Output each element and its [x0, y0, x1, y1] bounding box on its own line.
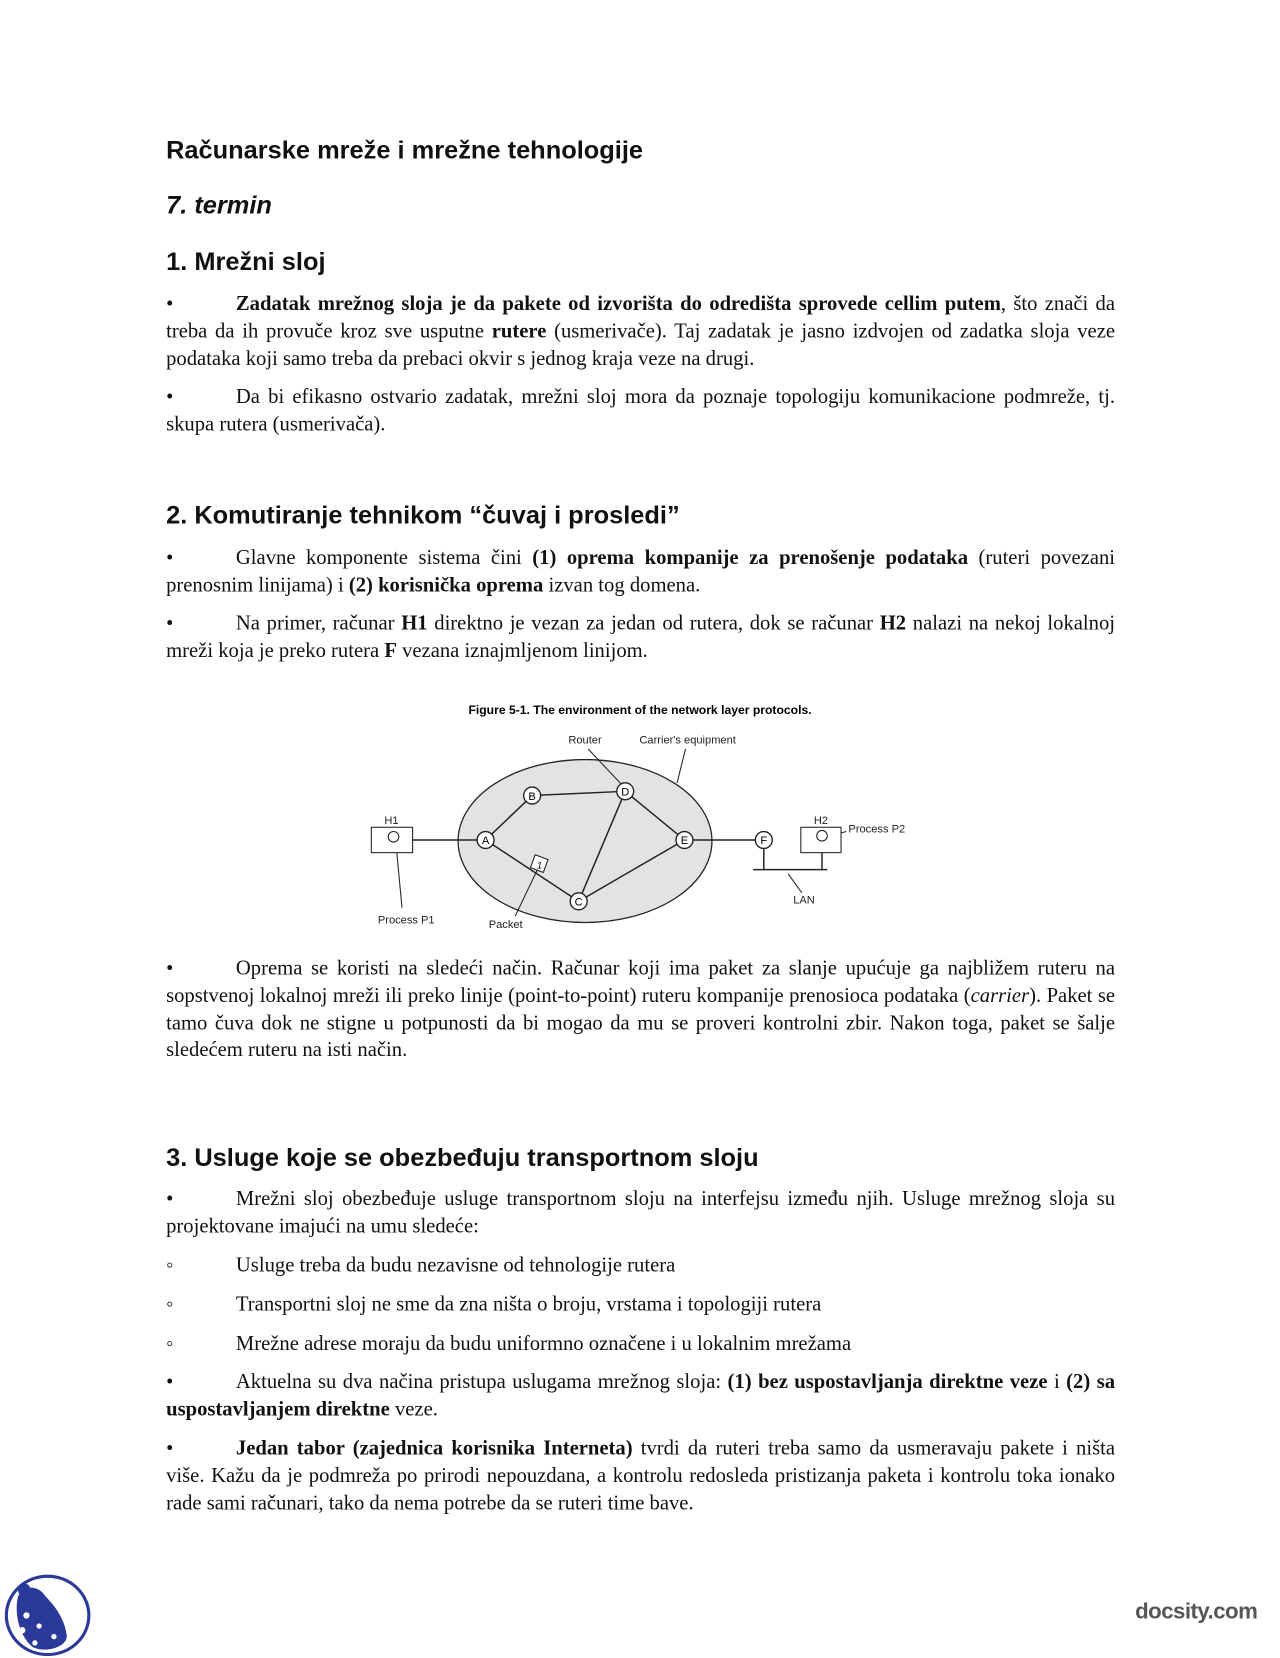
paragraph [166, 610, 1115, 665]
bullet-icon: • [166, 1188, 174, 1211]
label-carrier: Carrier's equipment [639, 734, 736, 747]
document-title: Računarske mreže i mrežne tehnologije [166, 136, 644, 166]
bullet-icon: ◦ [166, 1254, 174, 1277]
label-process-p1: Process P1 [377, 914, 435, 927]
docsity-brand: docsity.com [1135, 1599, 1258, 1624]
bold-text: (1) bez uspostavljanja direktne veze [727, 1371, 1048, 1394]
label-lan: LAN [793, 894, 815, 907]
bold-text: (2) sa uspostavljanjem direktne [166, 1371, 1116, 1421]
bold-text: rutere [491, 320, 547, 343]
text-run: ). Paket se tamo čuva dok ne stigne u potpunosti da bi mogao da mu se proveri kontrolni zbir. Nakon toga, paket se šalje sledećem ruteru na isti način. [166, 984, 1116, 1062]
bold-text: (1) oprema kompanije za prenošenje podataka [532, 546, 969, 570]
text-run: (usmerivače). Taj zadatak je jasno izdvojen od zadatka sloja veze podataka koji samo treba da prebaci okvir s jednog kraja veze na drugi. [166, 320, 1116, 370]
router-label: D [621, 786, 630, 799]
text-run: izvan tog domena. [543, 574, 701, 597]
router-label: F [760, 835, 768, 848]
text-run: nalazi na nekoj lokalnoj mreži koja je preko rutera [166, 612, 1116, 663]
text-run: direktno je vezan za jedan od rutera, dok se računar [427, 612, 880, 635]
text-run: veze. [389, 1398, 438, 1421]
label-h1: H1 [384, 815, 399, 828]
packet-number: 1 [536, 860, 543, 872]
docsity-logo-icon [3, 1573, 92, 1658]
paragraph [166, 1436, 1115, 1518]
label-packet: Packet [488, 918, 523, 931]
bullet-icon: • [166, 546, 174, 570]
bullet-icon: • [166, 386, 174, 409]
paragraph [166, 291, 1115, 373]
paragraph [166, 545, 1115, 600]
text-run: (ruteri povezani prenosnim linijama) i [166, 546, 1116, 597]
text-run: tvrdi da ruteri treba samo da usmeravaju pakete i ništa više. Kažu da je podmreža po prirodi nepouzdana, a kontrolu redosleda pristizanja paketa i kontrolu toka ionako rade sami računari, tako da nema potrebe da se ruteri time bave. [166, 1437, 1116, 1515]
text-run: Usluge treba da budu nezavisne od tehnologije rutera [235, 1254, 676, 1277]
section-heading-1: 1. Mrežni sloj [166, 247, 326, 277]
list-item [166, 1253, 1115, 1280]
bullet-icon: • [166, 612, 174, 635]
router-label: C [574, 896, 583, 909]
bullet-icon: ◦ [166, 1332, 174, 1356]
text-run: Na primer, računar [235, 612, 402, 635]
router-label: A [481, 835, 490, 848]
bold-text: F [384, 639, 397, 663]
text-run: Da bi efikasno ostvario zadatak, mrežni sloj mora da poznaje topologiju komunikacione podmreže, tj. skupa rutera (usmerivača). [166, 386, 1116, 436]
router-label: E [680, 835, 689, 848]
bold-text: H1 [401, 612, 428, 635]
text-run: Mrežni sloj obezbeđuje usluge transportnom sloju na interfejsu između njih. Usluge mrežnog sloja su projektovane imajući na umu sledeće: [166, 1188, 1116, 1238]
text-run: vezana iznajmljenom linijom. [396, 639, 648, 663]
text-run: Aktuelna su dva načina pristupa uslugama mrežnog sloja: [235, 1371, 728, 1394]
bold-text: Jedan tabor (zajednica korisnika Interneta) [235, 1437, 633, 1460]
paragraph [166, 955, 1115, 1064]
document-subtitle: 7. termin [166, 191, 272, 221]
paragraph [166, 1369, 1115, 1424]
label-process-p2: Process P2 [848, 823, 906, 836]
label-h2: H2 [813, 815, 829, 828]
text-run: i [1047, 1371, 1067, 1394]
text-run: , što znači da treba da ih provuče kroz sve usputne [166, 293, 1116, 343]
text-run: Oprema se koristi na sledeći način. Računar koji ima paket za slanje upućuje ga najbližem ruteru na sopstvenoj lokalnoj mreži ili preko linije (point-to-point) ruteru kompanije prenosioca podataka ( [166, 957, 1116, 1007]
text-run: Glavne komponente sistema čini [235, 546, 533, 570]
router-label: B [528, 790, 536, 803]
bullet-icon: ◦ [166, 1293, 174, 1317]
paragraph [166, 1186, 1115, 1241]
network-diagram [349, 693, 920, 936]
paragraph [166, 384, 1115, 439]
bullet-icon: • [166, 1437, 174, 1460]
text-run: Transportni sloj ne sme da zna ništa o broju, vrstama i topologiji rutera [235, 1293, 822, 1317]
bullet-icon: • [166, 1371, 174, 1394]
text-run: Mrežne adrese moraju da budu uniformno označene i u lokalnim mrežama [235, 1332, 852, 1356]
italic-text: carrier [970, 984, 1030, 1007]
list-item [166, 1331, 1115, 1358]
figure-caption: Figure 5-1. The environment of the network layer protocols. [468, 703, 812, 718]
bold-text: (2) korisnička oprema [348, 574, 544, 597]
bullet-icon: • [166, 293, 174, 316]
section-heading-3: 3. Usluge koje se obezbeđuju transportnom sloju [166, 1143, 759, 1173]
bullet-icon: • [166, 957, 174, 980]
section-heading-2: 2. Komutiranje tehnikom “čuvaj i prosledi” [166, 501, 680, 531]
label-router: Router [568, 734, 602, 747]
bold-text: Zadatak mrežnog sloja je da pakete od izvorišta do odredišta sprovede cellim putem [235, 293, 1001, 316]
list-item [166, 1292, 1115, 1319]
bold-text: H2 [879, 612, 907, 635]
